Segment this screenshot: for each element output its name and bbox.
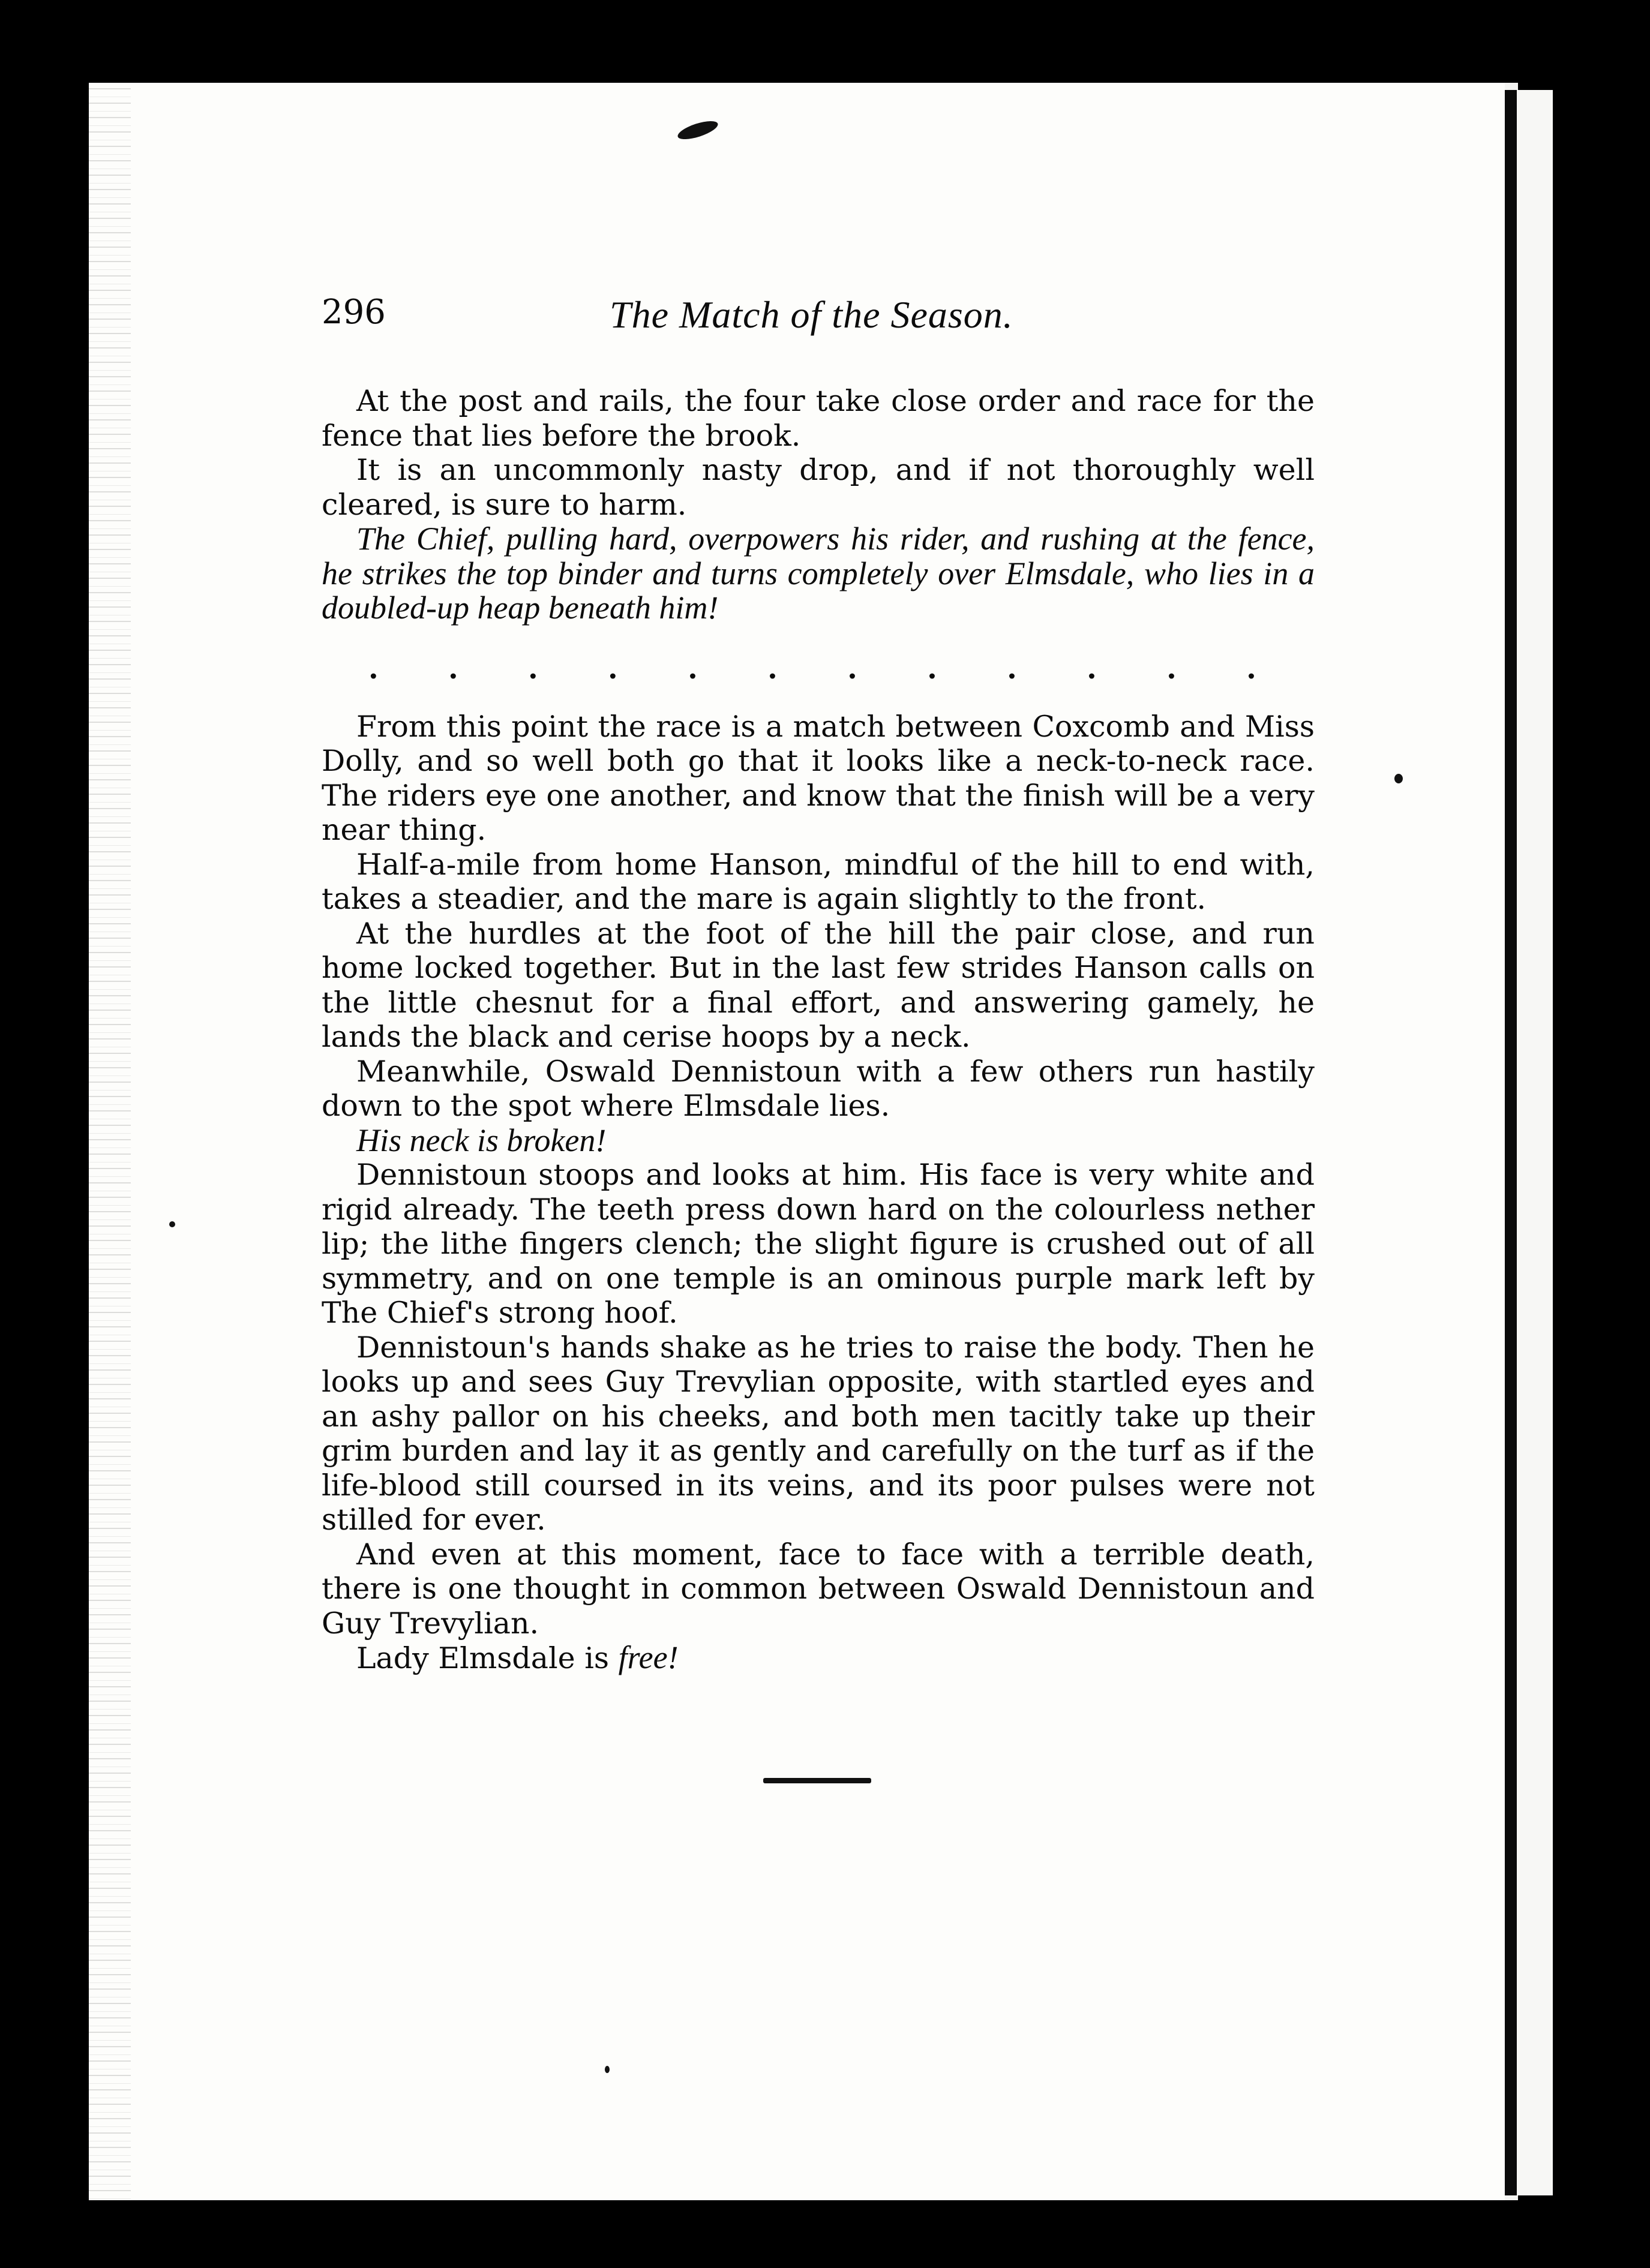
break-dot: .: [608, 651, 618, 686]
paragraph-italic: The Chief, pulling hard, overpowers his rider, and rushing at the fence, he strikes the top binder and turns completely over Elmsdale, who lies in a doubled-up heap beneath him!: [322, 521, 1315, 626]
closing-lead: Lady Elmsdale is: [356, 1641, 619, 1675]
break-dot: .: [528, 651, 538, 686]
paragraph: And even at this moment, face to face with a terrible death, there is one thought in common between Oswald Dennistoun and Guy Trevylian.: [322, 1537, 1315, 1641]
closing-emphasis: free!: [618, 1639, 679, 1675]
running-title: The Match of the Season.: [610, 293, 1013, 336]
break-dot: .: [847, 651, 857, 686]
break-dot: .: [1246, 651, 1256, 686]
adjacent-page-edge: [1517, 90, 1553, 2195]
ink-speck: [1394, 774, 1403, 783]
body-text: [322, 384, 1315, 1676]
break-dot: .: [1166, 651, 1177, 686]
break-dot: .: [1087, 651, 1097, 686]
ink-speck: [605, 2066, 610, 2073]
paragraph: From this point the race is a match between Coxcomb and Miss Dolly, and so well both go that it looks like a neck-to-neck race. The riders eye one another, and know that the finish will be a very near thing.: [322, 709, 1315, 847]
paragraph: Meanwhile, Oswald Dennistoun with a few others run hastily down to the spot where Elmsdale lies.: [322, 1054, 1315, 1123]
ink-speck: [169, 1221, 175, 1227]
section-break-dots: [368, 651, 1256, 686]
paragraph: At the post and rails, the four take close order and race for the fence that lies before the brook.: [322, 384, 1315, 453]
page-number: 296: [322, 293, 386, 332]
paragraph-italic: His neck is broken!: [356, 1122, 607, 1158]
break-dot: .: [448, 651, 458, 686]
page-header: [322, 293, 1324, 353]
paragraph: Half-a-mile from home Hanson, mindful of the hill to end with, takes a steadier, and the mare is again slightly to the front.: [322, 847, 1315, 916]
break-dot: .: [688, 651, 698, 686]
page-left-edge: [89, 83, 131, 2200]
paragraph: Dennistoun's hands shake as he tries to raise the body. Then he looks up and sees Guy Trevylian opposite, with startled eyes and an ashy pallor on his cheeks, and both men tacitly take up their grim burden and lay it as gently and carefully on the turf as if the life-blood still coursed in its veins, and its poor pulses were not stilled for ever.: [322, 1330, 1315, 1537]
closing-line: [322, 1641, 1315, 1676]
paragraph: Dennistoun stoops and looks at him. His face is very white and rigid already. The teeth press down hard on the colourless nether lip; the lithe fingers clench; the slight figure is crushed out of all symmetry, and on one temple is an ominous purple mark left by The Chief's strong hoof.: [322, 1158, 1315, 1330]
break-dot: .: [767, 651, 778, 686]
paragraph: It is an uncommonly nasty drop, and if not thoroughly well cleared, is sure to harm.: [322, 453, 1315, 522]
paragraph: At the hurdles at the foot of the hill the pair close, and run home locked together. But in the last few strides Hanson calls on the little chesnut for a final effort, and answering gamely, he lands the black and cerise hoops by a neck.: [322, 916, 1315, 1054]
end-rule: [763, 1778, 871, 1783]
break-dot: .: [1007, 651, 1017, 686]
break-dot: .: [368, 651, 379, 686]
break-dot: .: [927, 651, 937, 686]
